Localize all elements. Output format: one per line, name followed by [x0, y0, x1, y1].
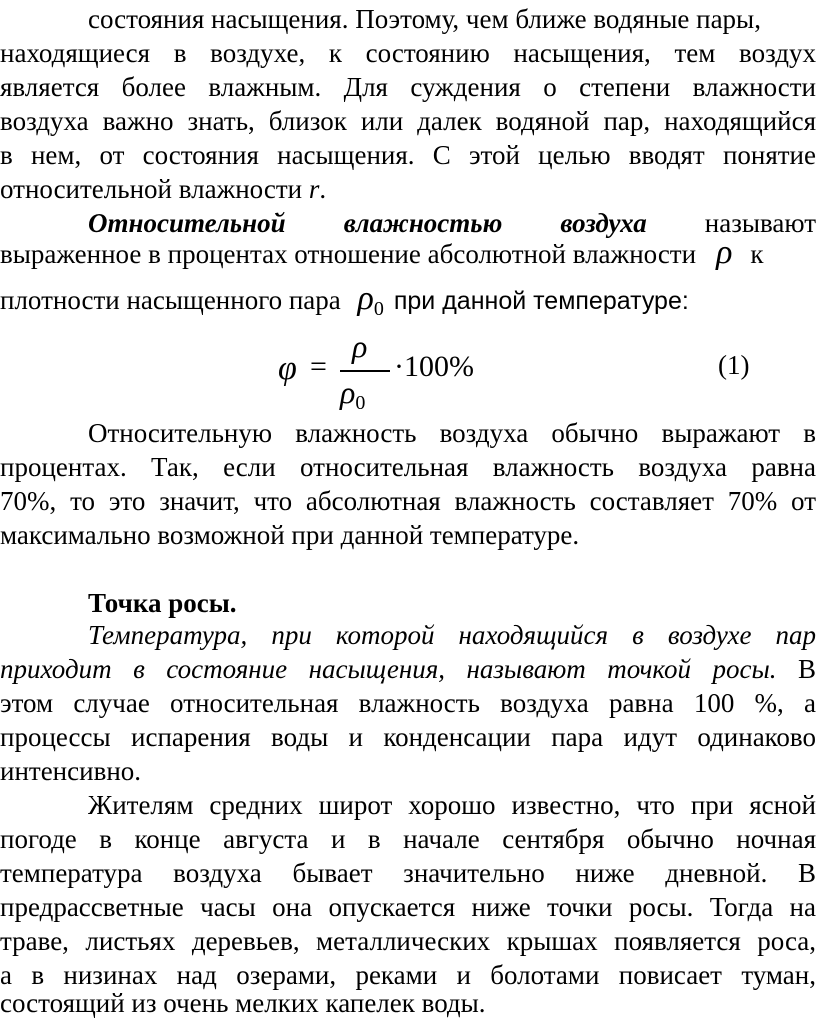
- text-line: а в низинах над озерами, реками и болотами повисает туман,: [0, 960, 816, 990]
- formula-phi: φ: [278, 350, 297, 387]
- text-line: состоящий из очень мелких капелек воды.: [0, 988, 486, 1018]
- text-line: процессы испарения воды и конденсации пара идут одинаково: [0, 722, 816, 752]
- text-line: находящиеся в воздухе, к состоянию насыщения, тем воздух: [0, 38, 816, 68]
- text-line: погоде в конце августа и в начале сентября обычно ночная: [0, 824, 816, 854]
- text-line: максимально возможной при данной температуре.: [0, 520, 580, 550]
- definition-line: [0, 236, 816, 271]
- definition-line: [0, 282, 816, 326]
- text-line: [0, 652, 816, 686]
- formula-multiplier: ·100%: [394, 350, 474, 383]
- text-line: является более влажным. Для суждения о степени влажности: [0, 72, 816, 102]
- text-line: интенсивно.: [0, 756, 142, 786]
- text-line: траве, листьях деревьев, металлических крышах появляется роса,: [0, 926, 816, 956]
- symbol-r: r: [308, 174, 320, 204]
- rho-symbol: ρ: [340, 374, 356, 410]
- text-line: Относительную влажность воздуха обычно выражают в: [88, 418, 816, 448]
- punctuation: .: [319, 174, 327, 204]
- text-line: [0, 172, 816, 206]
- text-line: состояния насыщения. Поэтому, чем ближе водяные пары,: [88, 4, 761, 34]
- text-line: в нем, от состояния насыщения. С этой целью вводят понятие: [0, 140, 816, 170]
- rho-symbol: ρ: [357, 280, 374, 317]
- symbol-rho-zero: [358, 282, 384, 326]
- humidity-formula: [278, 328, 478, 414]
- text-line: Жителям средних широт хорошо известно, что при ясной: [88, 790, 816, 820]
- equation-number: (1): [718, 350, 750, 380]
- text-fragment: при данной температуре:: [393, 287, 689, 315]
- definition-line: [0, 206, 816, 240]
- section-heading: Точка росы.: [88, 588, 237, 618]
- text-fragment: называют: [704, 208, 816, 238]
- text-line: 70%, то это значит, что абсолютная влажность составляет 70% от: [0, 486, 816, 516]
- text-line: Температура, при которой находящийся в воздухе пар: [88, 620, 816, 650]
- text-fragment: выраженное в процентах отношение абсолютной влажности: [0, 239, 697, 269]
- symbol-rho: ρ: [716, 234, 733, 271]
- subscript: 0: [355, 392, 366, 414]
- text-fragment: В: [798, 654, 816, 684]
- text-line: температура воздуха бывает значительно ниже дневной. В: [0, 858, 816, 888]
- formula-denominator: [340, 374, 365, 415]
- text-fragment: относительной влажности: [0, 174, 309, 204]
- subscript: 0: [373, 298, 384, 320]
- text-fragment: приходит в состояние насыщения, называют точкой росы.: [0, 654, 777, 684]
- text-line: этом случае относительная влажность воздуха равна 100 %, а: [0, 688, 816, 718]
- text-line: процентах. Так, если относительная влажность воздуха равна: [0, 452, 816, 482]
- text-fragment: плотности насыщенного пара: [0, 285, 341, 315]
- text-line: воздуха важно знать, близок или далек водяной пар, находящийся: [0, 106, 816, 136]
- text-line: предрассветные часы она опускается ниже точки росы. Тогда на: [0, 892, 816, 922]
- formula-numerator: ρ: [352, 328, 368, 364]
- fraction-bar: [340, 370, 390, 372]
- text-fragment: к: [750, 239, 764, 269]
- formula-equals: =: [310, 350, 327, 383]
- definition-term: Относительной влажностью воздуха: [88, 208, 647, 238]
